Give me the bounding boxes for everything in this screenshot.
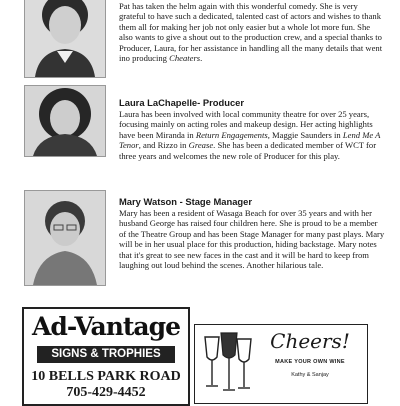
director-play-title: Cheaters bbox=[169, 53, 201, 64]
advantage-ad bbox=[22, 307, 190, 406]
stage-manager-heading: Mary Watson - Stage Manager bbox=[119, 196, 253, 207]
producer-role-3: Grease bbox=[188, 140, 214, 151]
cheers-brand: Cheers! bbox=[270, 329, 350, 353]
producer-text-1: Laura has been involved with local community theatre for over 25 years, focusing mainly on acting roles and makeup design. Her acting highlights have been Miranda in bbox=[119, 109, 373, 140]
producer-bio-text bbox=[119, 97, 385, 161]
ads-section bbox=[0, 302, 400, 400]
producer-heading: Laura LaChapelle- Producer bbox=[119, 97, 245, 108]
advantage-phone: 705-429-4452 bbox=[66, 385, 146, 400]
producer-photo bbox=[24, 85, 106, 157]
advantage-address: 10 BELLS PARK ROAD bbox=[31, 369, 181, 384]
stage-manager-paragraph: Mary has been a resident of Wasaga Beach for over 35 years and with her husband George has raised four children here. She is proud to be a member of the Theatre Group and has been Stage Manager for many past plays. Mary will be in her usual place for this production, hiding backstage. Mary notes that it's great to see new faces in the cast and it will be hard to keep from laughing out loud behind the scenes. Another hilarious tale. bbox=[119, 208, 385, 271]
producer-role-1: Return Engagements bbox=[195, 129, 268, 140]
advantage-tagline: SIGNS & TROPHIES bbox=[37, 346, 175, 363]
producer-text-4: . She has been a dedicated member of WCT for three years and welcomes the new role of Producer for this play. bbox=[119, 140, 377, 161]
stage-manager-bio-text bbox=[119, 196, 385, 270]
producer-text-2: , Maggie Saunders in bbox=[267, 129, 343, 140]
cheers-ad bbox=[194, 324, 368, 404]
cheers-tagline: MAKE YOUR OWN WINE bbox=[275, 359, 345, 365]
director-bio-text bbox=[119, 1, 385, 63]
director-paragraph-end: . bbox=[200, 53, 203, 64]
wine-glasses-icon bbox=[199, 329, 255, 399]
cheers-owners: Kathy & Sanjay bbox=[291, 372, 329, 378]
producer-role-2: Lend Me A Tenor bbox=[119, 129, 381, 151]
director-paragraph-text: Pat has taken the helm again with this wonderful comedy. She is very grateful to have such a dedicated, talented cast of actors and wishes to thank them all for making her job not only easier but a whole lot more fun. She also wants to give a shout out to the production crew, and a special thanks to Producer, Laura, for her assistance in handling all the many details that went ino producing bbox=[119, 1, 383, 64]
producer-text-3: , and Rizzo in bbox=[138, 140, 189, 151]
producer-paragraph bbox=[119, 109, 385, 161]
advantage-brand: Ad-Vantage bbox=[31, 312, 181, 341]
director-photo bbox=[24, 0, 106, 78]
stage-manager-photo bbox=[24, 190, 106, 286]
director-paragraph bbox=[119, 1, 385, 63]
